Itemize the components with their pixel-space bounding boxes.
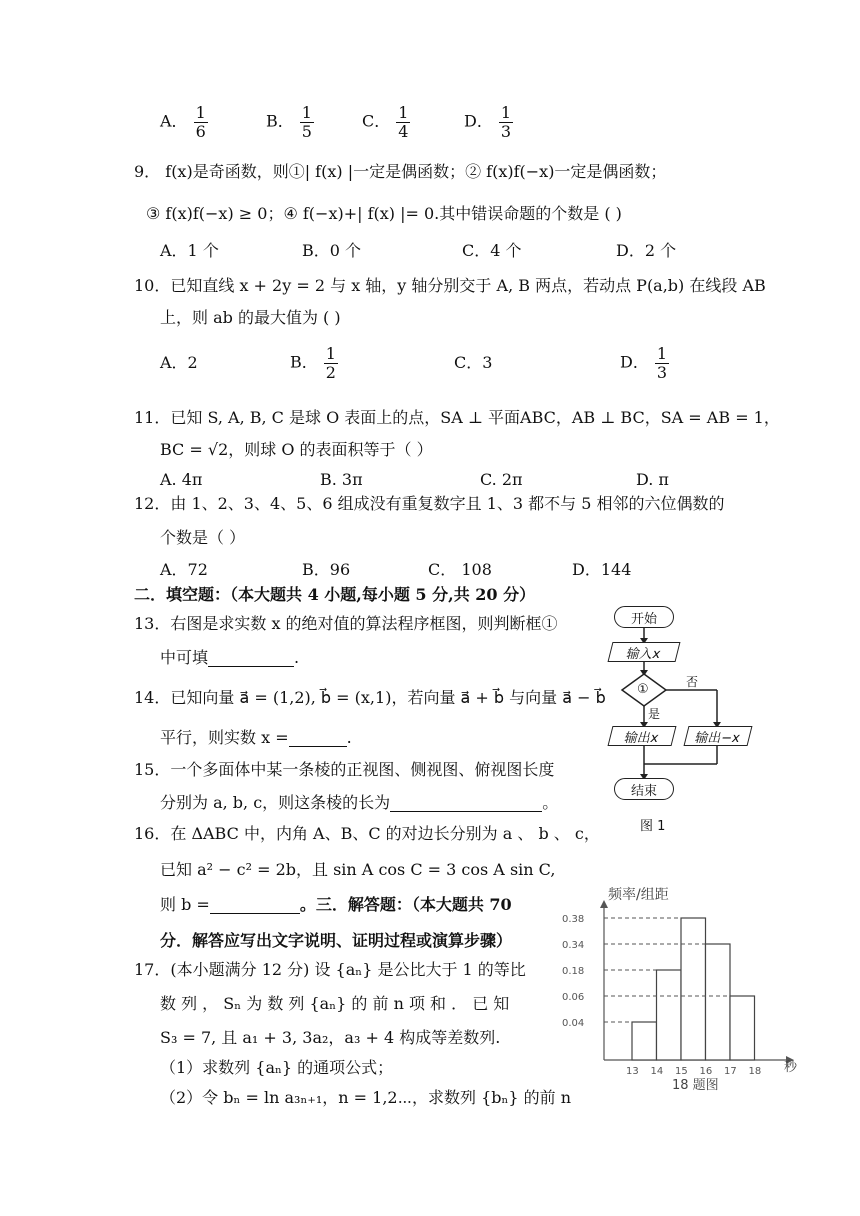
flowchart-end: 结束 [614, 778, 674, 800]
q17-part2: （2）令 bₙ = ln a₃ₙ₊₁，n = 1,2⋯，求数列 {bₙ} 的前 n [160, 1088, 572, 1107]
q17-line3: S₃ = 7, 且 a₁ + 3, 3a₂，a₃ + 4 构成等差数列. [160, 1028, 501, 1047]
q10-option-d: D． $\frac{1}{3}$ [620, 344, 668, 382]
q15-answer-blank[interactable] [390, 795, 542, 812]
q9-line1: 9． f(x)是奇函数，则①| f(x) |一定是偶函数；② f(x)f(−x)一定是偶函数； [134, 162, 667, 181]
q9-option-d: D．2 个 [616, 241, 677, 260]
flowchart-figure [600, 600, 780, 840]
q11-option-c: C. 2π [480, 470, 523, 489]
flowchart-connectors [600, 600, 780, 840]
flowchart-start: 开始 [614, 606, 674, 628]
histogram-bar [657, 970, 682, 1060]
q9-line2: ③ f(x)f(−x) ≥ 0；④ f(−x)+| f(x) |= 0.其中错误命题的个数是 ( ) [146, 204, 622, 223]
q11-line1: 11．已知 S, A, B, C 是球 O 表面上的点，SA ⊥ 平面ABC，AB ⊥ BC，SA = AB = 1， [134, 408, 780, 427]
flowchart-caption: 图 1 [640, 819, 666, 834]
histogram-y-tick-label: 0.38 [562, 914, 585, 925]
q11-line2: BC = √2，则球 O 的表面积等于（ ） [160, 440, 433, 459]
q10-option-c: C．3 [454, 353, 493, 372]
q14-answer-blank[interactable] [289, 730, 347, 747]
histogram-x-tick-label: 16 [699, 1066, 713, 1077]
q13-line2: 中可填 . [160, 648, 300, 667]
q8-option-c: C． $\frac{1}{4}$ [362, 103, 409, 141]
histogram-x-tick-label: 13 [626, 1066, 639, 1077]
q9-option-c: C．4 个 [462, 241, 522, 260]
q14-line2: 平行，则实数 x = . [160, 728, 352, 747]
histogram-bar [681, 918, 706, 1060]
flowchart-output-neg-x: 输出−x [684, 726, 753, 746]
flowchart-no-label: 否 [686, 675, 699, 689]
q8-option-b: B． $\frac{1}{5}$ [266, 103, 312, 141]
histogram-figure [560, 882, 800, 1093]
q12-line2: 个数是（ ） [160, 528, 246, 547]
q8-option-d: D． $\frac{1}{3}$ [464, 103, 512, 141]
flowchart-input: 输入x [608, 642, 681, 662]
q12-option-c: C． 108 [428, 560, 492, 579]
q12-option-d: D．144 [572, 560, 632, 579]
histogram-x-tick-label: 18 [748, 1066, 762, 1077]
q16-line3: 则 b = 。三．解答题：（本大题共 70 [160, 895, 512, 914]
histogram-bar [632, 1022, 657, 1060]
histogram-x-tick-label: 15 [675, 1066, 688, 1077]
q12-option-b: B．96 [302, 560, 351, 579]
histogram-bar [706, 944, 731, 1060]
q10-line2: 上，则 ab 的最大值为 ( ) [160, 308, 341, 327]
flowchart-output-x: 输出x [608, 726, 677, 746]
q11-option-d: D. π [636, 470, 669, 489]
q17-line2: 数 列 ， Sₙ 为 数 列 {aₙ} 的 前 n 项 和 ． 已 知 [160, 994, 510, 1013]
q15-line1: 15．一个多面体中某一条棱的正视图、侧视图、俯视图长度 [134, 760, 555, 779]
q13-line1: 13．右图是求实数 x 的绝对值的算法程序框图，则判断框① [134, 614, 558, 633]
section-solve-heading: 分．解答应写出文字说明、证明过程或演算步骤） [160, 931, 513, 950]
histogram-xlabel: 秒 [784, 1060, 798, 1075]
q10-line1: 10．已知直线 x + 2y = 2 与 x 轴，y 轴分别交于 A, B 两点，若动点 P(a,b) 在线段 AB [134, 276, 766, 295]
q15-line2: 分别为 a, b, c，则这条棱的长为 。 [160, 793, 559, 812]
histogram-x-tick-label: 17 [724, 1066, 737, 1077]
q9-option-b: B．0 个 [302, 241, 362, 260]
q10-option-b: B． $\frac{1}{2}$ [290, 344, 336, 382]
histogram-y-tick-label: 0.34 [562, 940, 585, 951]
q13-answer-blank[interactable] [208, 650, 294, 667]
histogram-ylabel: 频率/组距 [608, 887, 669, 903]
q16-line2: 已知 a² − c² = 2b，且 sin A cos C = 3 cos A sin C, [160, 860, 556, 879]
q17-part1: （1）求数列 {aₙ} 的通项公式； [160, 1058, 394, 1077]
histogram-svg [560, 882, 800, 1090]
flowchart-decision-label: ① [637, 682, 649, 697]
q17-line1: 17．(本小题满分 12 分) 设 {aₙ} 是公比大于 1 的等比 [134, 960, 526, 979]
histogram-y-tick-label: 0.18 [562, 966, 585, 977]
q9-option-a: A．1 个 [160, 241, 219, 260]
q16-line1: 16．在 ΔABC 中，内角 A、B、C 的对边长分别为 a 、 b 、 c， [134, 824, 600, 843]
histogram-y-tick-label: 0.06 [562, 992, 585, 1003]
flowchart-yes-label: 是 [648, 707, 661, 721]
q12-option-a: A．72 [160, 560, 208, 579]
histogram-y-tick-label: 0.04 [562, 1018, 585, 1029]
q11-option-a: A. 4π [160, 470, 203, 489]
histogram-x-tick-label: 14 [650, 1066, 664, 1077]
q11-option-b: B. 3π [320, 470, 363, 489]
q8-option-a: A． $\frac{1}{6}$ [160, 103, 206, 141]
histogram-y-arrow [600, 900, 608, 908]
q14-line1: 14．已知向量 a⃗ = (1,2), b⃗ = (x,1)，若向量 a⃗ + b⃗ 与向量 a⃗ − b⃗ [134, 688, 606, 707]
q16-answer-blank[interactable] [210, 897, 300, 914]
histogram-bar [730, 996, 755, 1060]
q12-line1: 12．由 1、2、3、4、5、6 组成没有重复数字且 1、3 都不与 5 相邻的六位偶数的 [134, 494, 725, 513]
histogram-caption: 18 题图 [672, 1078, 719, 1093]
q10-option-a: A．2 [160, 353, 198, 372]
section-fill-in-heading: 二．填空题：（本大题共 4 小题,每小题 5 分,共 20 分） [134, 585, 536, 604]
